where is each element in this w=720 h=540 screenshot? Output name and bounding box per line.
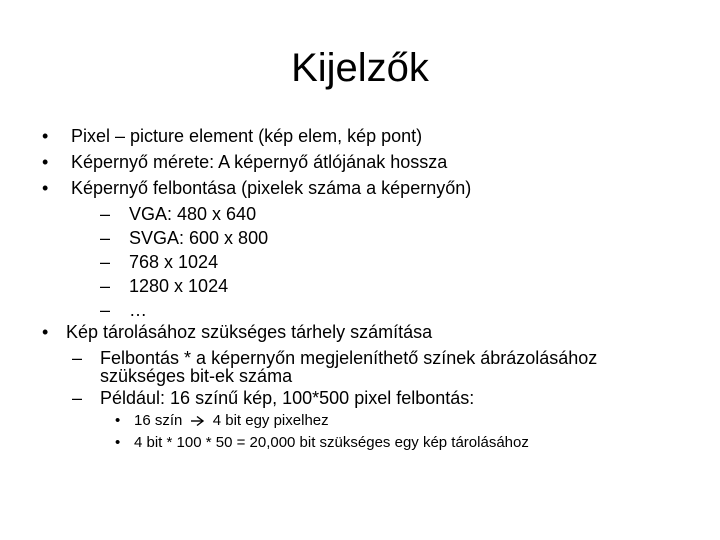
bullet-text: Kép tárolásához szükséges tárhely számítása — [66, 322, 433, 342]
bullet-marker: • — [42, 152, 49, 172]
arrow-right-icon — [191, 415, 205, 427]
sub-sub-item-text-after: 4 bit egy pixelhez — [212, 412, 329, 429]
sub-item-text: VGA: 480 x 640 — [129, 204, 257, 224]
dash-marker: – — [100, 276, 111, 296]
bullet-text: Képernyő mérete: A képernyő átlójának hossza — [71, 152, 448, 172]
dash-marker: – — [100, 228, 111, 248]
bullet-text: Pixel – picture element (kép elem, kép pont) — [71, 126, 423, 146]
sub-item-text: … — [129, 300, 147, 320]
bullet-marker: • — [42, 322, 49, 342]
sub-item-text: SVGA: 600 x 800 — [129, 228, 269, 248]
bullet-list — [0, 124, 720, 524]
sub-sub-item-text — [134, 411, 329, 431]
sub-item-text: 1280 x 1024 — [129, 276, 229, 296]
sub-item-text: Például: 16 színű kép, 100*500 pixel felbontás: — [100, 388, 475, 408]
bullet-marker: • — [115, 412, 121, 429]
bullet-marker: • — [115, 434, 121, 451]
sub-item-text: Felbontás * a képernyőn megjeleníthető színek ábrázolásához — [100, 348, 598, 368]
dash-marker: – — [100, 300, 111, 320]
sub-item-text: 768 x 1024 — [129, 252, 219, 272]
dash-marker: – — [100, 252, 111, 272]
bullet-text: Képernyő felbontása (pixelek száma a képernyőn) — [71, 178, 472, 198]
slide-title: Kijelzők — [291, 46, 429, 90]
bullet-marker: • — [42, 178, 49, 198]
dash-marker: – — [100, 204, 111, 224]
dash-marker: – — [72, 348, 83, 368]
sub-sub-item-text: 4 bit * 100 * 50 = 20,000 bit szükséges egy kép tárolásához — [134, 434, 529, 451]
bullet-marker: • — [42, 126, 49, 146]
sub-item-text: szükséges bit-ek száma — [100, 366, 293, 386]
dash-marker: – — [72, 388, 83, 408]
sub-sub-item-text-before: 16 szín — [134, 412, 183, 429]
